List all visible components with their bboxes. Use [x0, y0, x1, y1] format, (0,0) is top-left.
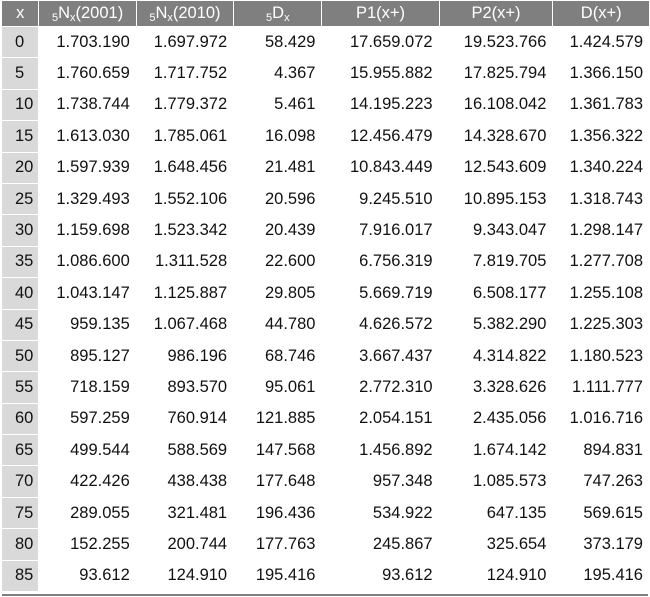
header-n2001-suffix: (2001)	[75, 3, 124, 22]
cell-p2: 9.343.047	[439, 215, 553, 246]
cell-n2010: 760.914	[136, 403, 233, 434]
cell-x: 70	[2, 466, 39, 497]
cell-d: 894.831	[553, 435, 650, 466]
table-header	[2, 1, 650, 27]
table-row	[2, 372, 650, 403]
header-n2010-subscript: x	[167, 11, 173, 24]
cell-x: 65	[2, 435, 39, 466]
cell-n2010: 1.717.752	[136, 58, 233, 89]
cell-d: 1.298.147	[553, 215, 650, 246]
cell-x: 60	[2, 403, 39, 434]
cell-d: 569.615	[553, 497, 650, 528]
cell-n2001: 93.612	[39, 560, 136, 591]
cell-d: 1.340.224	[553, 152, 650, 183]
cell-p2: 19.523.766	[439, 27, 553, 58]
cell-n2001: 1.086.600	[39, 246, 136, 277]
cell-dx: 5.461	[234, 89, 322, 120]
header-n2001-prefix: 5	[51, 11, 59, 24]
table-row	[2, 27, 650, 58]
cell-p1: 12.456.479	[322, 121, 439, 152]
header-d: D(x+)	[553, 1, 650, 27]
cell-x: 85	[2, 560, 39, 591]
cell-x: 80	[2, 529, 39, 560]
cell-d: 1.318.743	[553, 183, 650, 214]
cell-n2010: 1.311.528	[136, 246, 233, 277]
cell-dx: 44.780	[234, 309, 322, 340]
cell-p2: 3.328.626	[439, 372, 553, 403]
cell-x: 25	[2, 183, 39, 214]
cell-dx: 22.600	[234, 246, 322, 277]
cell-n2001: 1.760.659	[39, 58, 136, 89]
cell-n2001: 1.329.493	[39, 183, 136, 214]
cell-p1: 4.626.572	[322, 309, 439, 340]
cell-d: 1.111.777	[553, 372, 650, 403]
cell-p1: 7.916.017	[322, 215, 439, 246]
table-row	[2, 466, 650, 497]
cell-n2010: 1.648.456	[136, 152, 233, 183]
cell-d: 1.366.150	[553, 58, 650, 89]
cell-p2: 647.135	[439, 497, 553, 528]
bottom-rule	[2, 594, 648, 596]
cell-dx: 147.568	[234, 435, 322, 466]
cell-n2010: 438.438	[136, 466, 233, 497]
cell-n2010: 1.779.372	[136, 89, 233, 120]
cell-x: 50	[2, 340, 39, 371]
cell-p1: 93.612	[322, 560, 439, 591]
cell-d: 1.277.708	[553, 246, 650, 277]
cell-dx: 4.367	[234, 58, 322, 89]
cell-n2010: 588.569	[136, 435, 233, 466]
cell-p1: 10.843.449	[322, 152, 439, 183]
header-p2: P2(x+)	[439, 1, 553, 27]
cell-n2001: 718.159	[39, 372, 136, 403]
cell-d: 1.255.108	[553, 278, 650, 309]
cell-p1: 9.245.510	[322, 183, 439, 214]
cell-x: 10	[2, 89, 39, 120]
table-row	[2, 121, 650, 152]
cell-dx: 121.885	[234, 403, 322, 434]
cell-p2: 1.674.142	[439, 435, 553, 466]
cell-x: 35	[2, 246, 39, 277]
header-n2010	[136, 1, 233, 27]
cell-n2001: 597.259	[39, 403, 136, 434]
cell-p2: 7.819.705	[439, 246, 553, 277]
cell-p2: 12.543.609	[439, 152, 553, 183]
cell-n2001: 289.055	[39, 497, 136, 528]
cell-x: 40	[2, 278, 39, 309]
cell-x: 15	[2, 121, 39, 152]
cell-n2010: 1.697.972	[136, 27, 233, 58]
cell-x: 0	[2, 27, 39, 58]
cell-p2: 6.508.177	[439, 278, 553, 309]
cell-p2: 124.910	[439, 560, 553, 591]
cell-dx: 29.805	[234, 278, 322, 309]
header-dx	[234, 1, 322, 27]
table-row	[2, 278, 650, 309]
cell-n2010: 321.481	[136, 497, 233, 528]
cell-n2010: 1.125.887	[136, 278, 233, 309]
cell-p1: 15.955.882	[322, 58, 439, 89]
header-dx-main: D	[272, 3, 285, 22]
header-n2001	[39, 1, 136, 27]
cell-x: 55	[2, 372, 39, 403]
header-n2001-main: N	[58, 3, 70, 22]
cell-p1: 2.054.151	[322, 403, 439, 434]
cell-n2010: 1.785.061	[136, 121, 233, 152]
header-n2010-prefix: 5	[149, 11, 156, 24]
cell-n2001: 422.426	[39, 466, 136, 497]
cell-p2: 16.108.042	[439, 89, 553, 120]
cell-x: 30	[2, 215, 39, 246]
table-row	[2, 152, 650, 183]
header-n2010-main: N	[155, 3, 168, 22]
cell-n2001: 499.544	[39, 435, 136, 466]
table-row	[2, 435, 650, 466]
cell-n2010: 124.910	[136, 560, 233, 591]
cell-p1: 17.659.072	[322, 27, 439, 58]
table-row	[2, 309, 650, 340]
cell-p2: 4.314.822	[439, 340, 553, 371]
life-table	[2, 1, 650, 592]
cell-d: 1.361.783	[553, 89, 650, 120]
cell-n2001: 1.738.744	[39, 89, 136, 120]
cell-n2001: 1.597.939	[39, 152, 136, 183]
cell-d: 747.263	[553, 466, 650, 497]
cell-d: 373.179	[553, 529, 650, 560]
cell-dx: 20.596	[234, 183, 322, 214]
cell-p1: 2.772.310	[322, 372, 439, 403]
cell-dx: 177.648	[234, 466, 322, 497]
cell-d: 1.016.716	[553, 403, 650, 434]
table-row	[2, 560, 650, 591]
cell-p1: 6.756.319	[322, 246, 439, 277]
cell-n2001: 1.043.147	[39, 278, 136, 309]
cell-dx: 68.746	[234, 340, 322, 371]
cell-p1: 534.922	[322, 497, 439, 528]
cell-dx: 177.763	[234, 529, 322, 560]
header-n2001-subscript: x	[70, 11, 76, 24]
cell-dx: 16.098	[234, 121, 322, 152]
cell-d: 195.416	[553, 560, 650, 591]
cell-p1: 14.195.223	[322, 89, 439, 120]
cell-n2001: 152.255	[39, 529, 136, 560]
cell-p2: 1.085.573	[439, 466, 553, 497]
cell-p1: 245.867	[322, 529, 439, 560]
cell-p2: 17.825.794	[439, 58, 553, 89]
header-n2010-suffix: (2010)	[172, 3, 221, 22]
table-row	[2, 215, 650, 246]
cell-n2010: 986.196	[136, 340, 233, 371]
cell-p1: 5.669.719	[322, 278, 439, 309]
cell-p2: 2.435.056	[439, 403, 553, 434]
cell-d: 1.225.303	[553, 309, 650, 340]
cell-n2001: 1.159.698	[39, 215, 136, 246]
header-x: x	[2, 1, 39, 27]
cell-p1: 3.667.437	[322, 340, 439, 371]
table-body	[2, 27, 650, 592]
cell-n2010: 893.570	[136, 372, 233, 403]
table-row	[2, 183, 650, 214]
table-row	[2, 58, 650, 89]
cell-dx: 95.061	[234, 372, 322, 403]
cell-p2: 10.895.153	[439, 183, 553, 214]
cell-dx: 196.436	[234, 497, 322, 528]
cell-p2: 325.654	[439, 529, 553, 560]
cell-n2001: 895.127	[39, 340, 136, 371]
cell-n2010: 1.067.468	[136, 309, 233, 340]
header-dx-prefix: 5	[266, 11, 273, 24]
cell-dx: 58.429	[234, 27, 322, 58]
cell-p2: 14.328.670	[439, 121, 553, 152]
table-row	[2, 246, 650, 277]
cell-n2010: 1.523.342	[136, 215, 233, 246]
cell-p1: 1.456.892	[322, 435, 439, 466]
cell-dx: 195.416	[234, 560, 322, 591]
header-row	[2, 1, 650, 27]
table-row	[2, 340, 650, 371]
cell-dx: 20.439	[234, 215, 322, 246]
cell-d: 1.356.322	[553, 121, 650, 152]
table-row	[2, 529, 650, 560]
cell-d: 1.424.579	[553, 27, 650, 58]
header-p1: P1(x+)	[322, 1, 439, 27]
cell-x: 75	[2, 497, 39, 528]
cell-n2010: 200.744	[136, 529, 233, 560]
cell-p1: 957.348	[322, 466, 439, 497]
cell-x: 20	[2, 152, 39, 183]
table-row	[2, 497, 650, 528]
cell-n2001: 959.135	[39, 309, 136, 340]
cell-n2010: 1.552.106	[136, 183, 233, 214]
cell-x: 45	[2, 309, 39, 340]
cell-n2001: 1.703.190	[39, 27, 136, 58]
cell-n2001: 1.613.030	[39, 121, 136, 152]
cell-d: 1.180.523	[553, 340, 650, 371]
cell-p2: 5.382.290	[439, 309, 553, 340]
table-row	[2, 89, 650, 120]
cell-dx: 21.481	[234, 152, 322, 183]
cell-x: 5	[2, 58, 39, 89]
header-dx-subscript: x	[284, 11, 290, 24]
table-row	[2, 403, 650, 434]
